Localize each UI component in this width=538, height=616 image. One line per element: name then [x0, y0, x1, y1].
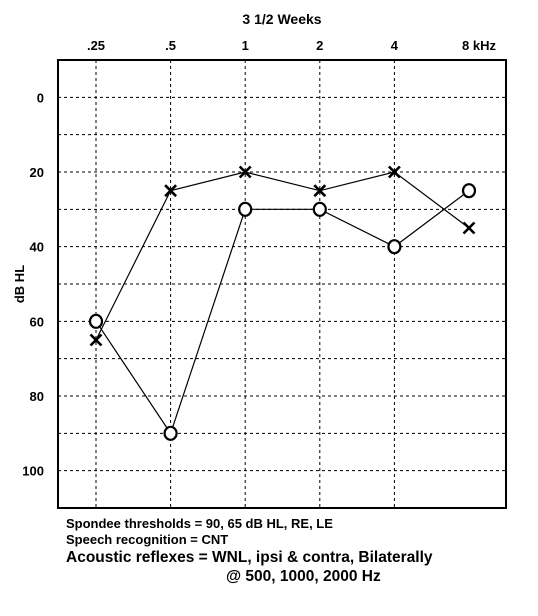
y-tick-label: 60 [29, 314, 44, 330]
x-tick-label: 8 kHz [462, 38, 496, 53]
data-point-o [388, 240, 400, 253]
spondee-thresholds-note: Spondee thresholds = 90, 65 dB HL, RE, LE [66, 516, 333, 531]
data-point-o [314, 203, 326, 216]
test-notes [66, 516, 506, 586]
reflex-frequencies-note: @ 500, 1000, 2000 Hz [226, 568, 381, 585]
x-tick-label: 4 [390, 38, 399, 53]
y-axis-label: dB HL [12, 264, 27, 304]
x-tick-label: 1 [241, 38, 249, 53]
y-tick-label: 80 [29, 389, 44, 404]
data-point-x [464, 223, 475, 234]
data-point-o [165, 427, 177, 440]
data-point-o [463, 184, 475, 197]
data-point-o [90, 315, 102, 328]
acoustic-reflexes-note: Acoustic reflexes = WNL, ipsi & contra, Bilaterally [66, 549, 433, 566]
x-tick-label: .25 [86, 38, 106, 53]
speech-recognition-note: Speech recognition = CNT [66, 532, 229, 547]
chart-title: 3 1/2 Weeks [242, 11, 322, 27]
y-tick-label: 20 [29, 165, 44, 180]
y-tick-label: 100 [22, 463, 44, 479]
x-tick-label: .5 [165, 38, 177, 53]
y-tick-label: 0 [36, 90, 44, 106]
series-line-x [96, 172, 469, 340]
series [90, 167, 475, 440]
x-axis-ticks [87, 38, 497, 53]
data-point-o [239, 203, 251, 216]
x-tick-label: 2 [316, 38, 324, 53]
y-tick-label: 40 [29, 239, 44, 255]
grid [58, 60, 506, 508]
